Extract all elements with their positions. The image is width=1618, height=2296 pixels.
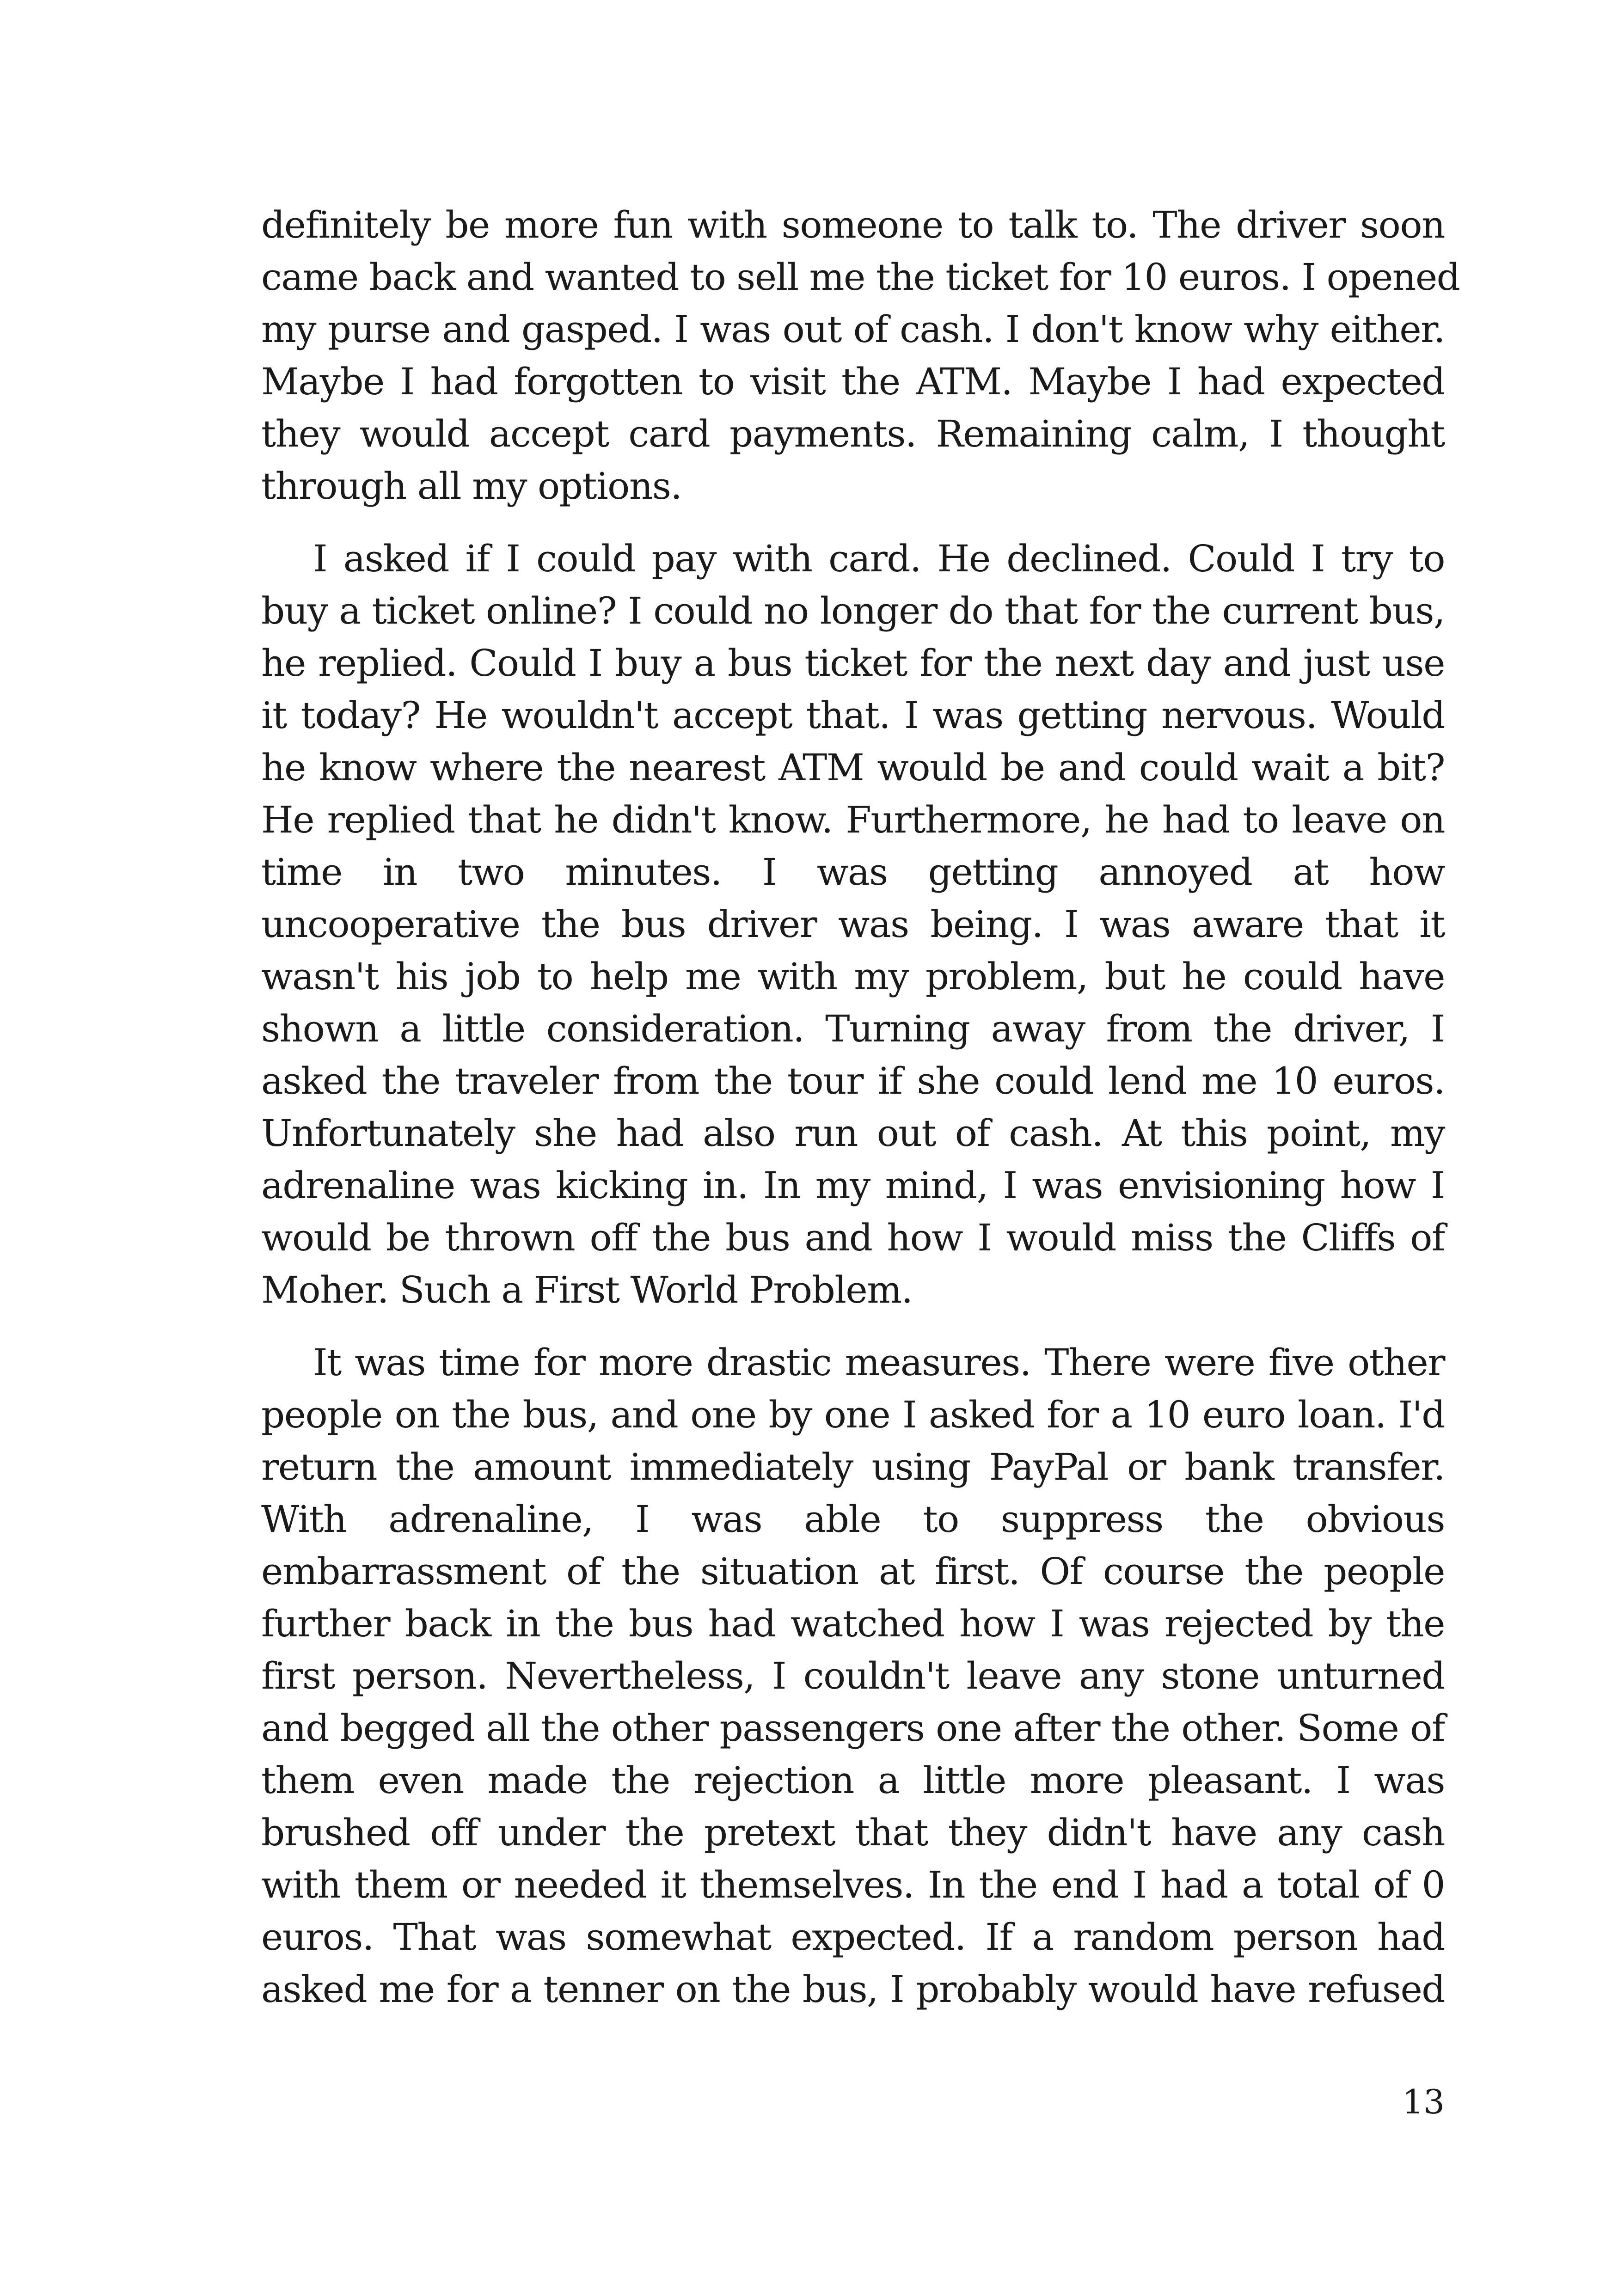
text-line: euros. That was somewhat expected. If a random person had (261, 1916, 1445, 1959)
text-line: asked me for a tenner on the bus, I probably would have refused (261, 1968, 1445, 2011)
text-line: further back in the bus had watched how I was rejected by the (261, 1602, 1445, 1645)
text-line: buy a ticket online? I could no longer do that for the current bus, (261, 589, 1445, 632)
text-line: them even made the rejection a little more pleasant. I was (261, 1759, 1445, 1802)
text-line: through all my options. (261, 465, 682, 508)
paragraph-1 (261, 199, 1460, 512)
text-line: Unfortunately she had also run out of cash. At this point, my (261, 1112, 1445, 1155)
text-line: people on the bus, and one by one I asked for a 10 euro loan. I'd (261, 1393, 1445, 1436)
text-line: embarrassment of the situation at first. Of course the people (261, 1550, 1445, 1593)
text-line: first person. Nevertheless, I couldn't leave any stone unturned (261, 1654, 1445, 1697)
text-line: brushed off under the pretext that they didn't have any cash (261, 1811, 1445, 1854)
text-line: definitely be more fun with someone to talk to. The driver soon (261, 203, 1445, 246)
paragraph-2 (261, 533, 1445, 1316)
text-line: my purse and gasped. I was out of cash. I don't know why either. (261, 308, 1445, 351)
text-line: asked the traveler from the tour if she could lend me 10 euros. (261, 1059, 1445, 1102)
text-line: came back and wanted to sell me the ticket for 10 euros. I opened (261, 256, 1460, 299)
text-line: I asked if I could pay with card. He declined. Could I try to (313, 537, 1445, 580)
text-line: he replied. Could I buy a bus ticket for the next day and just use (261, 642, 1445, 685)
text-line: Maybe I had forgotten to visit the ATM. Maybe I had expected (261, 360, 1445, 403)
paragraph-3 (261, 1336, 1445, 2015)
text-line: With adrenaline, I was able to suppress the obvious (261, 1498, 1445, 1541)
text-line: return the amount immediately using PayPal or bank transfer. (261, 1445, 1445, 1488)
text-line: wasn't his job to help me with my problem, but he could have (261, 955, 1445, 998)
text-line: it today? He wouldn't accept that. I was getting nervous. Would (261, 694, 1445, 737)
text-line: Moher. Such a First World Problem. (261, 1268, 913, 1311)
text-line: adrenaline was kicking in. In my mind, I was envisioning how I (261, 1164, 1445, 1207)
text-line: It was time for more drastic measures. There were five other (313, 1341, 1445, 1384)
text-line: they would accept card payments. Remaining calm, I thought (261, 412, 1445, 455)
text-line: he know where the nearest ATM would be and could wait a bit? (261, 746, 1445, 789)
text-line: would be thrown off the bus and how I would miss the Cliffs of (261, 1216, 1445, 1259)
text-line: and begged all the other passengers one after the other. Some of (261, 1707, 1445, 1750)
text-line: time in two minutes. I was getting annoyed at how (261, 851, 1445, 894)
text-line: He replied that he didn't know. Furthermore, he had to leave on (261, 798, 1445, 841)
page-number: 13 (1402, 2082, 1445, 2121)
text-line: shown a little consideration. Turning away from the driver, I (261, 1007, 1445, 1050)
text-line: with them or needed it themselves. In the end I had a total of 0 (261, 1863, 1445, 1906)
text-line: uncooperative the bus driver was being. I was aware that it (261, 903, 1445, 946)
body-text (261, 199, 1460, 2015)
